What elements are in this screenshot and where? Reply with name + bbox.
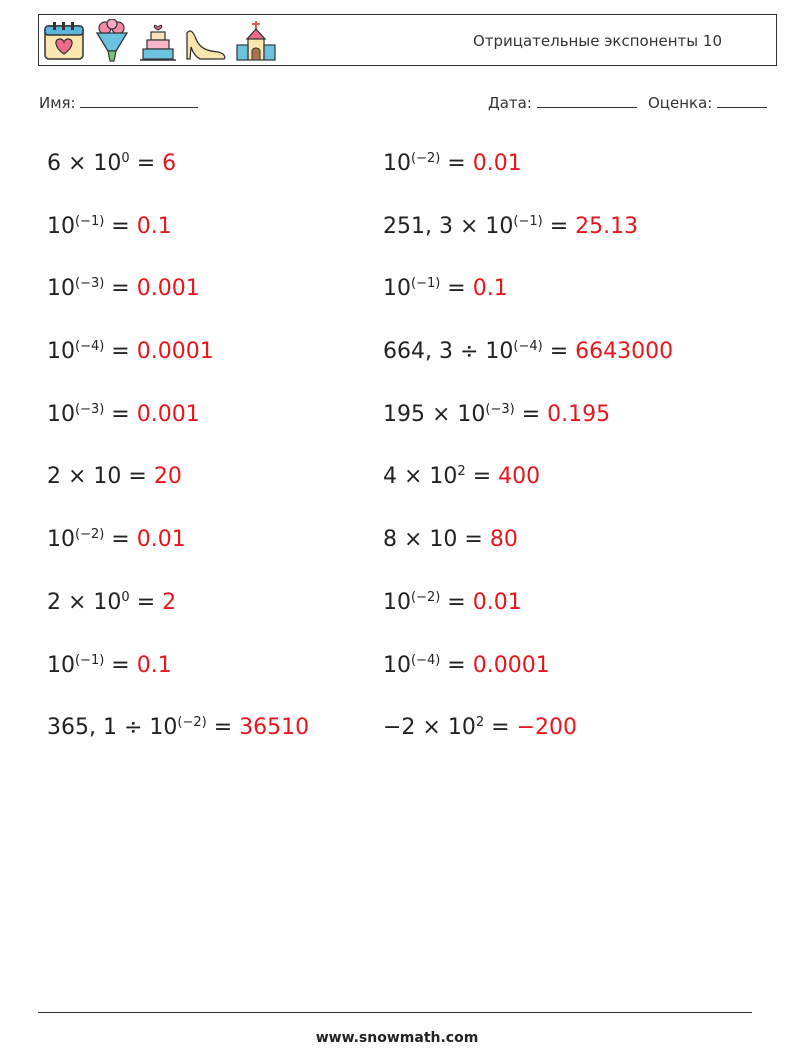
problem-row: [47, 391, 377, 454]
problem-expression: 8 × 10: [383, 527, 458, 553]
problem-answer: 0.01: [472, 151, 522, 176]
problem-row: [47, 453, 377, 516]
problem-expression: 10: [47, 527, 75, 553]
problem-exponent: (−2): [75, 527, 105, 543]
problem-expression: 10: [383, 589, 411, 615]
problem-exponent: (−2): [411, 151, 441, 166]
problem-expression: 10: [383, 276, 411, 302]
grade-blank: [717, 93, 767, 108]
footer-divider: [38, 1012, 752, 1013]
calendar-heart-icon: [42, 19, 86, 63]
problem-answer: 6643000: [575, 339, 674, 365]
problem-answer: 0.0001: [472, 652, 550, 678]
problem-answer: 0.0001: [136, 339, 214, 365]
problem-expression: 6 × 10: [47, 151, 122, 176]
problem-row: [47, 579, 377, 642]
high-heel-shoe-icon: [184, 19, 228, 63]
header-icons: [42, 19, 278, 63]
church-icon: [234, 19, 278, 63]
grade-label: Оценка:: [648, 94, 713, 112]
problem-exponent: (−4): [411, 652, 441, 668]
equals-sign: =: [129, 151, 156, 176]
problem-exponent: 0: [121, 589, 130, 605]
problem-expression: 10: [47, 652, 75, 678]
equals-sign: =: [457, 527, 483, 553]
problem-exponent: (−4): [75, 339, 105, 355]
problem-expression: 10: [47, 401, 75, 427]
problem-exponent: (−1): [75, 652, 105, 668]
problems-left-column: [47, 140, 377, 767]
worksheet-title: Отрицательные экспоненты 10: [472, 32, 722, 50]
problem-row: [383, 203, 713, 266]
equals-sign: =: [129, 589, 156, 615]
problem-expression: 2 × 10: [47, 589, 122, 615]
problem-row: [383, 453, 713, 516]
problem-row: [47, 704, 377, 767]
name-label: Имя:: [39, 94, 76, 112]
grade-field: [648, 93, 767, 112]
equals-sign: =: [542, 213, 569, 239]
problem-row: [383, 140, 713, 203]
problem-answer: 0.1: [136, 213, 172, 239]
problem-exponent: 2: [457, 464, 466, 480]
problem-row: [47, 328, 377, 391]
problem-expression: 365, 1 ÷ 10: [47, 715, 178, 741]
problem-answer: 0.1: [472, 276, 508, 302]
problem-exponent: 2: [475, 715, 485, 731]
problem-answer: 0.195: [547, 401, 611, 427]
bouquet-icon: [92, 19, 132, 63]
problem-answer: 0.001: [136, 401, 200, 427]
problem-row: [47, 140, 377, 203]
problem-answer: 0.001: [136, 276, 200, 302]
problem-expression: 10: [383, 652, 411, 678]
problem-answer: 0.01: [136, 527, 186, 553]
problem-exponent: (−4): [513, 339, 543, 355]
date-blank: [537, 93, 637, 108]
footer-url: www.snowmath.com: [315, 1030, 479, 1046]
name-blank: [80, 93, 198, 108]
problem-answer: 6: [162, 151, 177, 176]
problem-row: [383, 642, 713, 705]
problem-exponent: (−3): [75, 276, 105, 292]
problem-answer: 2: [162, 589, 177, 615]
problem-row: [383, 704, 713, 767]
problem-row: [383, 516, 713, 579]
problem-row: [383, 328, 713, 391]
problem-expression: 195 × 10: [383, 401, 486, 427]
problem-exponent: (−2): [177, 715, 207, 731]
problem-exponent: 0: [121, 151, 130, 166]
problem-expression: 4 × 10: [383, 464, 458, 490]
equals-sign: =: [465, 464, 492, 490]
problem-expression: 10: [47, 276, 75, 302]
problem-answer: 0.01: [472, 589, 522, 615]
problem-row: [47, 203, 377, 266]
problem-answer: 80: [489, 527, 518, 553]
problem-answer: −200: [516, 715, 578, 741]
problems-right-column: [383, 140, 713, 767]
problem-expression: 10: [383, 151, 411, 176]
problem-expression: 251, 3 × 10: [383, 213, 514, 239]
equals-sign: =: [514, 401, 541, 427]
date-field: [488, 93, 637, 112]
equals-sign: =: [104, 339, 130, 365]
problem-answer: 25.13: [575, 213, 639, 239]
problem-row: [47, 516, 377, 579]
problem-exponent: (−3): [485, 401, 515, 417]
problem-row: [383, 265, 713, 328]
problem-exponent: (−2): [411, 589, 441, 605]
header-box: [38, 14, 777, 66]
problem-expression: 2 × 10: [47, 464, 122, 490]
equals-sign: =: [440, 276, 466, 302]
wedding-cake-icon: [138, 19, 178, 63]
equals-sign: =: [104, 527, 130, 553]
problem-row: [47, 265, 377, 328]
name-field: [39, 93, 198, 112]
problem-answer: 20: [153, 464, 182, 490]
problem-row: [47, 642, 377, 705]
problem-row: [383, 579, 713, 642]
equals-sign: =: [104, 213, 130, 239]
problem-expression: 10: [47, 339, 75, 365]
equals-sign: =: [206, 715, 233, 741]
equals-sign: =: [440, 151, 466, 176]
problem-expression: −2 × 10: [383, 715, 476, 741]
equals-sign: =: [104, 652, 130, 678]
problem-exponent: (−1): [411, 276, 441, 292]
equals-sign: =: [484, 715, 510, 741]
problem-expression: 664, 3 ÷ 10: [383, 339, 514, 365]
equals-sign: =: [440, 589, 466, 615]
problem-row: [383, 391, 713, 454]
problem-expression: 10: [47, 213, 75, 239]
equals-sign: =: [440, 652, 466, 678]
problem-exponent: (−1): [75, 213, 105, 229]
problem-answer: 0.1: [136, 652, 172, 678]
equals-sign: =: [542, 339, 569, 365]
equals-sign: =: [121, 464, 147, 490]
equals-sign: =: [104, 401, 130, 427]
equals-sign: =: [104, 276, 130, 302]
date-label: Дата:: [488, 94, 532, 112]
problem-answer: 400: [498, 464, 541, 490]
problem-exponent: (−1): [513, 213, 543, 229]
problem-exponent: (−3): [75, 401, 105, 417]
problem-answer: 36510: [239, 715, 310, 741]
